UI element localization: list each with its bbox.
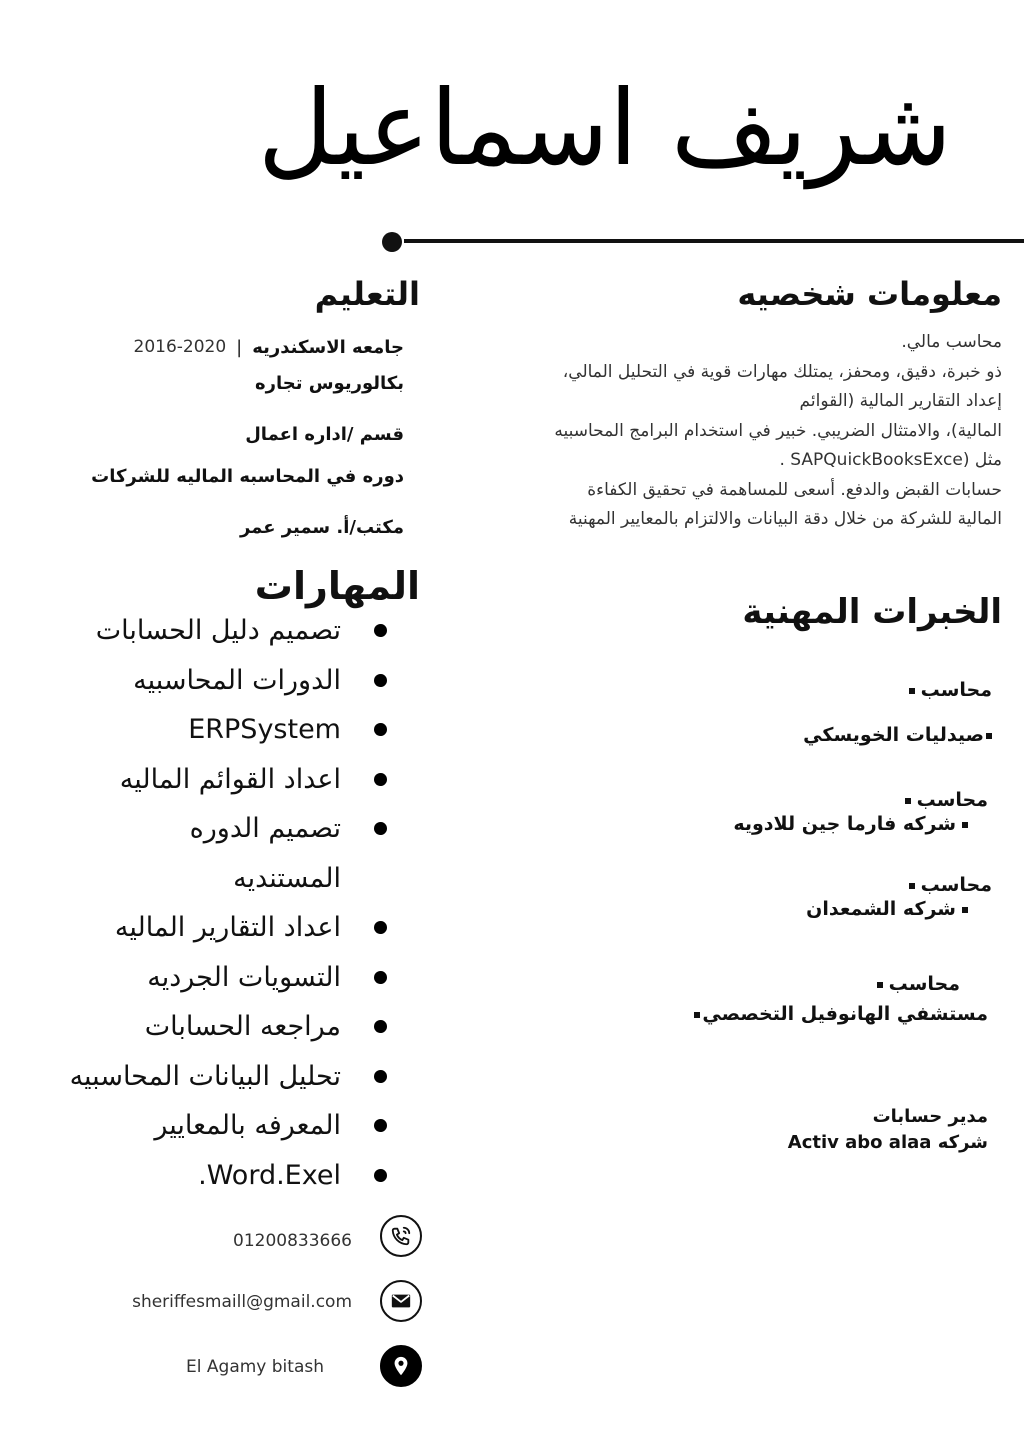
skill-label: التسويات الجرديه bbox=[147, 961, 341, 993]
divider-dot bbox=[382, 232, 402, 252]
education-department: قسم /اداره اعمال bbox=[245, 424, 404, 445]
company-prefix: شركه bbox=[937, 1132, 988, 1153]
role-label: محاسب bbox=[920, 874, 992, 896]
profile-summary bbox=[512, 328, 1002, 535]
contact-address: El Agamy bitash bbox=[186, 1357, 324, 1377]
profile-line: مثل (SAPQuickBooksExce . bbox=[779, 450, 1002, 470]
bullet-icon bbox=[374, 773, 387, 786]
experience-role bbox=[692, 679, 992, 701]
experience-company bbox=[692, 724, 992, 746]
profile-line: حسابات القبض والدفع. أسعى للمساهمة في تحقيق الكفاءة bbox=[587, 479, 1002, 500]
bullet-icon bbox=[374, 1119, 387, 1132]
divider-line bbox=[404, 239, 1024, 243]
bullet-icon bbox=[374, 1020, 387, 1033]
square-bullet-icon bbox=[986, 733, 992, 739]
skill-label: مراجعه الحسابات bbox=[144, 1011, 341, 1042]
experience-role bbox=[688, 789, 988, 811]
experience-heading: الخبرات المهنية bbox=[742, 592, 1002, 632]
skill-item bbox=[0, 656, 420, 706]
skill-label: تحليل البيانات المحاسبيه bbox=[69, 1060, 341, 1092]
experience-role bbox=[660, 973, 960, 995]
skill-label: اعداد القوائم الماليه bbox=[119, 763, 341, 795]
skill-item bbox=[0, 606, 420, 656]
education-separator: | bbox=[236, 336, 243, 358]
resume-name: شريف اسماعيل bbox=[257, 67, 952, 189]
skill-label: Word.Exel. bbox=[198, 1159, 341, 1191]
square-bullet-icon bbox=[962, 907, 968, 913]
experience-company bbox=[648, 1003, 988, 1025]
square-bullet-icon bbox=[905, 798, 911, 804]
company-label: شركه الشمعدان bbox=[806, 898, 956, 920]
bullet-icon bbox=[374, 674, 387, 687]
bullet-icon bbox=[374, 624, 387, 637]
square-bullet-icon bbox=[909, 688, 915, 694]
square-bullet-icon bbox=[694, 1012, 700, 1018]
education-university-row bbox=[104, 334, 404, 360]
square-bullet-icon bbox=[909, 883, 915, 889]
square-bullet-icon bbox=[962, 822, 968, 828]
education-heading: التعليم bbox=[314, 275, 420, 313]
bullet-icon bbox=[374, 822, 387, 835]
square-bullet-icon bbox=[877, 982, 883, 988]
role-label: محاسب bbox=[888, 973, 960, 995]
bullet-icon bbox=[374, 723, 387, 736]
contact-phone: 01200833666 bbox=[233, 1231, 352, 1251]
contact-email: sheriffesmaill@gmail.com bbox=[132, 1292, 352, 1312]
bullet-icon bbox=[374, 1169, 387, 1182]
company-label: شركه فارما جين للادويه bbox=[733, 813, 956, 835]
bullet-icon bbox=[374, 921, 387, 934]
skill-label: اعداد التقارير الماليه bbox=[114, 912, 341, 943]
education-course: دوره في المحاسبه الماليه للشركات bbox=[91, 466, 404, 487]
profile-line: ذو خبرة، دقيق، ومحفز، يمتلك مهارات قوية في التحليل المالي، bbox=[562, 361, 1002, 382]
skill-item bbox=[0, 1052, 420, 1102]
experience-company bbox=[654, 813, 974, 835]
experience-role bbox=[692, 874, 992, 896]
experience-role: مدير حسابات bbox=[872, 1106, 988, 1127]
company-label: Activ abo alaa bbox=[787, 1132, 932, 1153]
phone-icon bbox=[380, 1215, 422, 1257]
skill-label: ERPSystem bbox=[188, 714, 341, 745]
education-university: جامعه الاسكندريه bbox=[252, 336, 404, 358]
company-label: مستشفي الهانوفيل التخصصي bbox=[702, 1003, 988, 1025]
skills-heading: المهارات bbox=[254, 564, 420, 608]
profile-line: محاسب مالي. bbox=[901, 332, 1002, 352]
education-years: 2016-2020 bbox=[133, 337, 227, 357]
skill-item bbox=[0, 903, 420, 953]
profile-line: المالية)، والامتثال الضريبي. خبير في استخدام البرامج المحاسبيه bbox=[554, 420, 1002, 441]
skill-item bbox=[0, 1151, 420, 1201]
skill-item bbox=[0, 953, 420, 1003]
skill-item bbox=[0, 705, 420, 755]
envelope-icon bbox=[380, 1280, 422, 1322]
role-label: محاسب bbox=[920, 679, 992, 701]
skill-item bbox=[0, 1101, 420, 1151]
skills-list bbox=[0, 606, 420, 1200]
company-label: صيدليات الخويسكي bbox=[803, 724, 984, 746]
location-pin-icon bbox=[380, 1345, 422, 1387]
personal-info-heading: معلومات شخصيه bbox=[737, 275, 1002, 313]
bullet-icon bbox=[374, 971, 387, 984]
skill-label: الدورات المحاسبيه bbox=[133, 664, 341, 696]
skill-label: المعرفه بالمعايير bbox=[154, 1110, 341, 1141]
skill-item bbox=[0, 755, 420, 805]
experience-company bbox=[674, 898, 974, 920]
profile-line: المالية للشركة من خلال دقة البيانات والالتزام بالمعايير المهنية bbox=[568, 509, 1002, 529]
role-label: محاسب bbox=[916, 789, 988, 811]
bullet-icon bbox=[374, 1070, 387, 1083]
education-office: مكتب/أ. سمير عمر bbox=[239, 517, 404, 538]
experience-company bbox=[688, 1132, 988, 1153]
education-degree: بكالوريوس تجاره bbox=[254, 373, 404, 394]
skill-item bbox=[0, 1002, 420, 1052]
skill-item bbox=[0, 804, 420, 903]
skill-label: تصميم دليل الحسابات bbox=[95, 615, 341, 646]
profile-line: إعداد التقارير المالية (القوائم bbox=[799, 391, 1002, 411]
skill-label: تصميم الدوره المستنديه bbox=[189, 813, 341, 894]
